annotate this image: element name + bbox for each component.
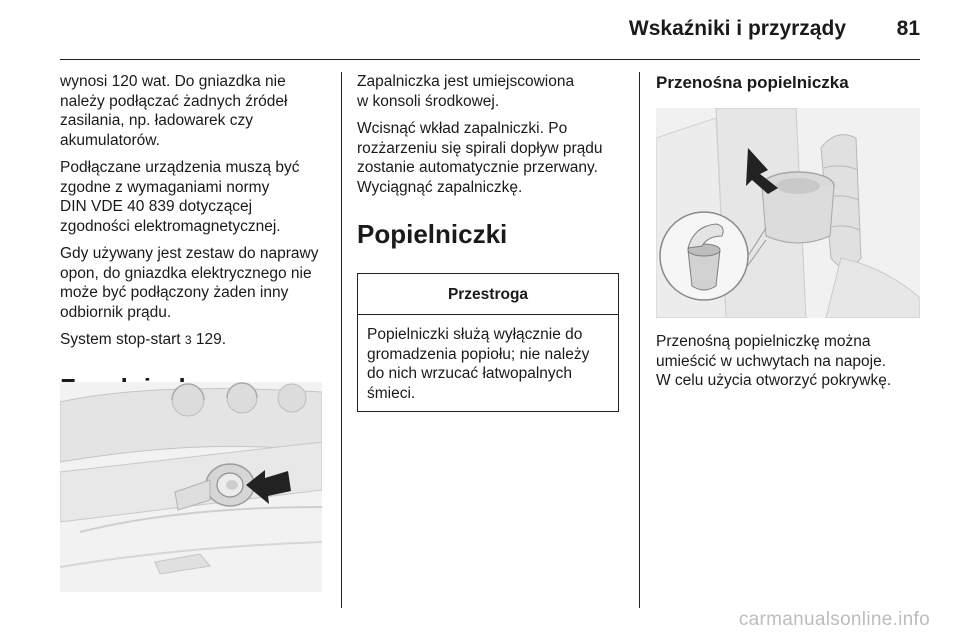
column-3 bbox=[656, 72, 920, 108]
column-1 bbox=[60, 72, 328, 427]
column-divider-1 bbox=[341, 72, 342, 608]
paragraph-emc-norm: Podłączane urządzenia muszą być zgodne z wymaganiami normy DIN VDE 40 839 dotyczącej zgodności elektromagnetycznej. bbox=[60, 159, 300, 235]
paragraph-portable-ashtray: Przenośną popielniczkę można umieścić w uchwytach na napoje. W celu użycia otworzyć pokrywkę. bbox=[656, 333, 892, 389]
caution-text: Popielniczki służą wyłącznie do gromadzenia popiołu; nie należy do nich wrzucać łatwopalnych śmieci. bbox=[367, 326, 590, 402]
cross-reference[interactable] bbox=[60, 330, 328, 351]
lighter-illustration bbox=[60, 382, 322, 592]
column-3-lower bbox=[656, 332, 920, 399]
section-heading-ashtrays: Popielniczki bbox=[357, 219, 508, 249]
caution-title: Przestroga bbox=[358, 274, 618, 315]
xref-arrow-icon: 3 bbox=[184, 333, 192, 347]
watermark: carmanualsonline.info bbox=[738, 609, 930, 630]
paragraph-lighter-location: Zapalniczka jest umiejscowiona w konsoli środkowej. bbox=[357, 73, 575, 110]
xref-page: 129. bbox=[195, 331, 227, 348]
caution-box bbox=[357, 273, 619, 412]
header-rule bbox=[60, 59, 920, 60]
portable-ashtray-illustration bbox=[656, 108, 920, 318]
column-divider-2 bbox=[639, 72, 640, 608]
paragraph-power-limit: wynosi 120 wat. Do gniazdka nie należy podłączać żadnych źródeł zasilania, np. ładowarek czy akumulatorów. bbox=[60, 73, 288, 149]
paragraph-tyre-repair-kit: Gdy używany jest zestaw do naprawy opon, do gniazdka elektrycznego nie może być podłączony żaden inny odbiornik prądu. bbox=[60, 245, 319, 321]
subheading-portable-ashtray: Przenośna popielniczka bbox=[656, 73, 849, 92]
page-number: 81 bbox=[896, 17, 920, 40]
column-2 bbox=[357, 72, 625, 412]
page-header-title: Wskaźniki i przyrządy bbox=[628, 17, 846, 40]
xref-text: System stop-start bbox=[60, 331, 181, 348]
paragraph-lighter-usage: Wcisnąć wkład zapalniczki. Po rozżarzeniu się spirali dopływ prądu zostanie automatycznie przerwany. Wyciągnąć zapalniczkę. bbox=[357, 120, 603, 196]
